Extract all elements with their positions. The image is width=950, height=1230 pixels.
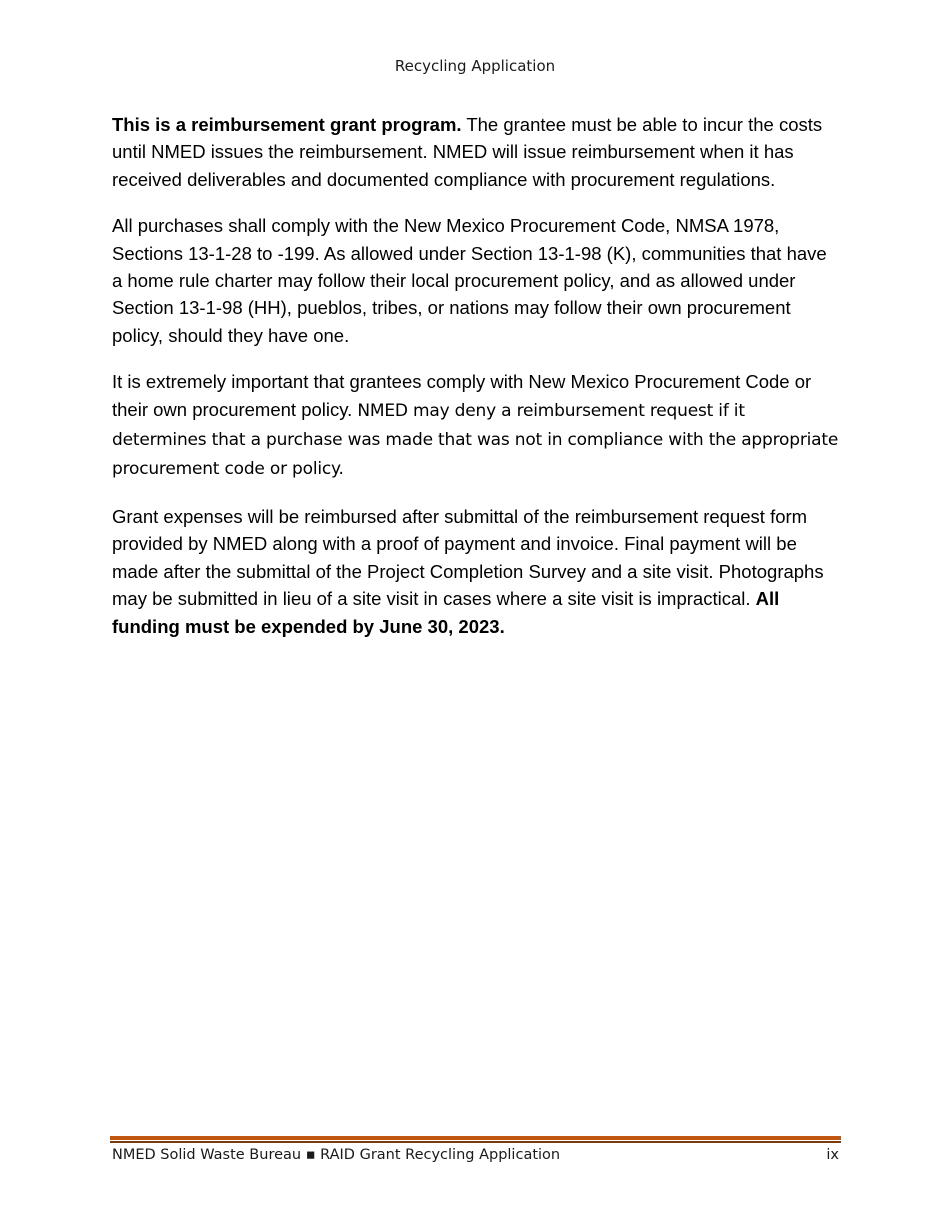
paragraph-procurement-code <box>112 212 840 349</box>
emphasis-text: NMED may deny a reimbursement request if it determines that a purchase was made that was not in compliance with the appropriate procurement code or policy. <box>112 400 839 480</box>
document-body <box>112 111 840 659</box>
paragraph-text: All purchases shall comply with the New Mexico Procurement Code, NMSA 1978, Sections 13-1-28 to -199. As allowed under Section 13-1-98 (K), communities that have a home rule charter may follow their local procurement policy, and as allowed under Section 13-1-98 (HH), pueblos, tribes, or nations may follow their own procurement policy, should they have one. <box>112 215 827 346</box>
paragraph-compliance <box>112 368 840 484</box>
page-footer <box>112 1145 839 1165</box>
page-header: Recycling Application <box>394 57 556 75</box>
paragraph-text: Grant expenses will be reimbursed after submittal of the reimbursement request form provided by NMED along with a proof of payment and invoice. Final payment will be made after the submittal of the Project Completion Survey and a site visit. Photographs may be submitted in lieu of a site visit in cases where a site visit is impractical. <box>112 505 824 610</box>
paragraph-expenses <box>112 503 840 640</box>
bold-deadline-text: All funding must be expended by June 30, 2023. <box>112 588 780 637</box>
footer-rule-thin <box>110 1141 841 1143</box>
paragraph-reimbursement <box>112 111 840 193</box>
paragraph-text: The grantee must be able to incur the costs until NMED issues the reimbursement. NMED will issue reimbursement when it has received deliverables and documented compliance with procurement regulations. <box>112 114 823 190</box>
paragraph-text: It is extremely important that grantees comply with New Mexico Procurement Code or their own procurement policy. <box>112 371 812 420</box>
footer-text: NMED Solid Waste Bureau ▪ RAID Grant Recycling Application <box>112 1147 561 1163</box>
bold-lead-text: This is a reimbursement grant program. <box>112 114 462 135</box>
page-number: ix <box>826 1147 839 1163</box>
footer-rule <box>110 1136 841 1143</box>
